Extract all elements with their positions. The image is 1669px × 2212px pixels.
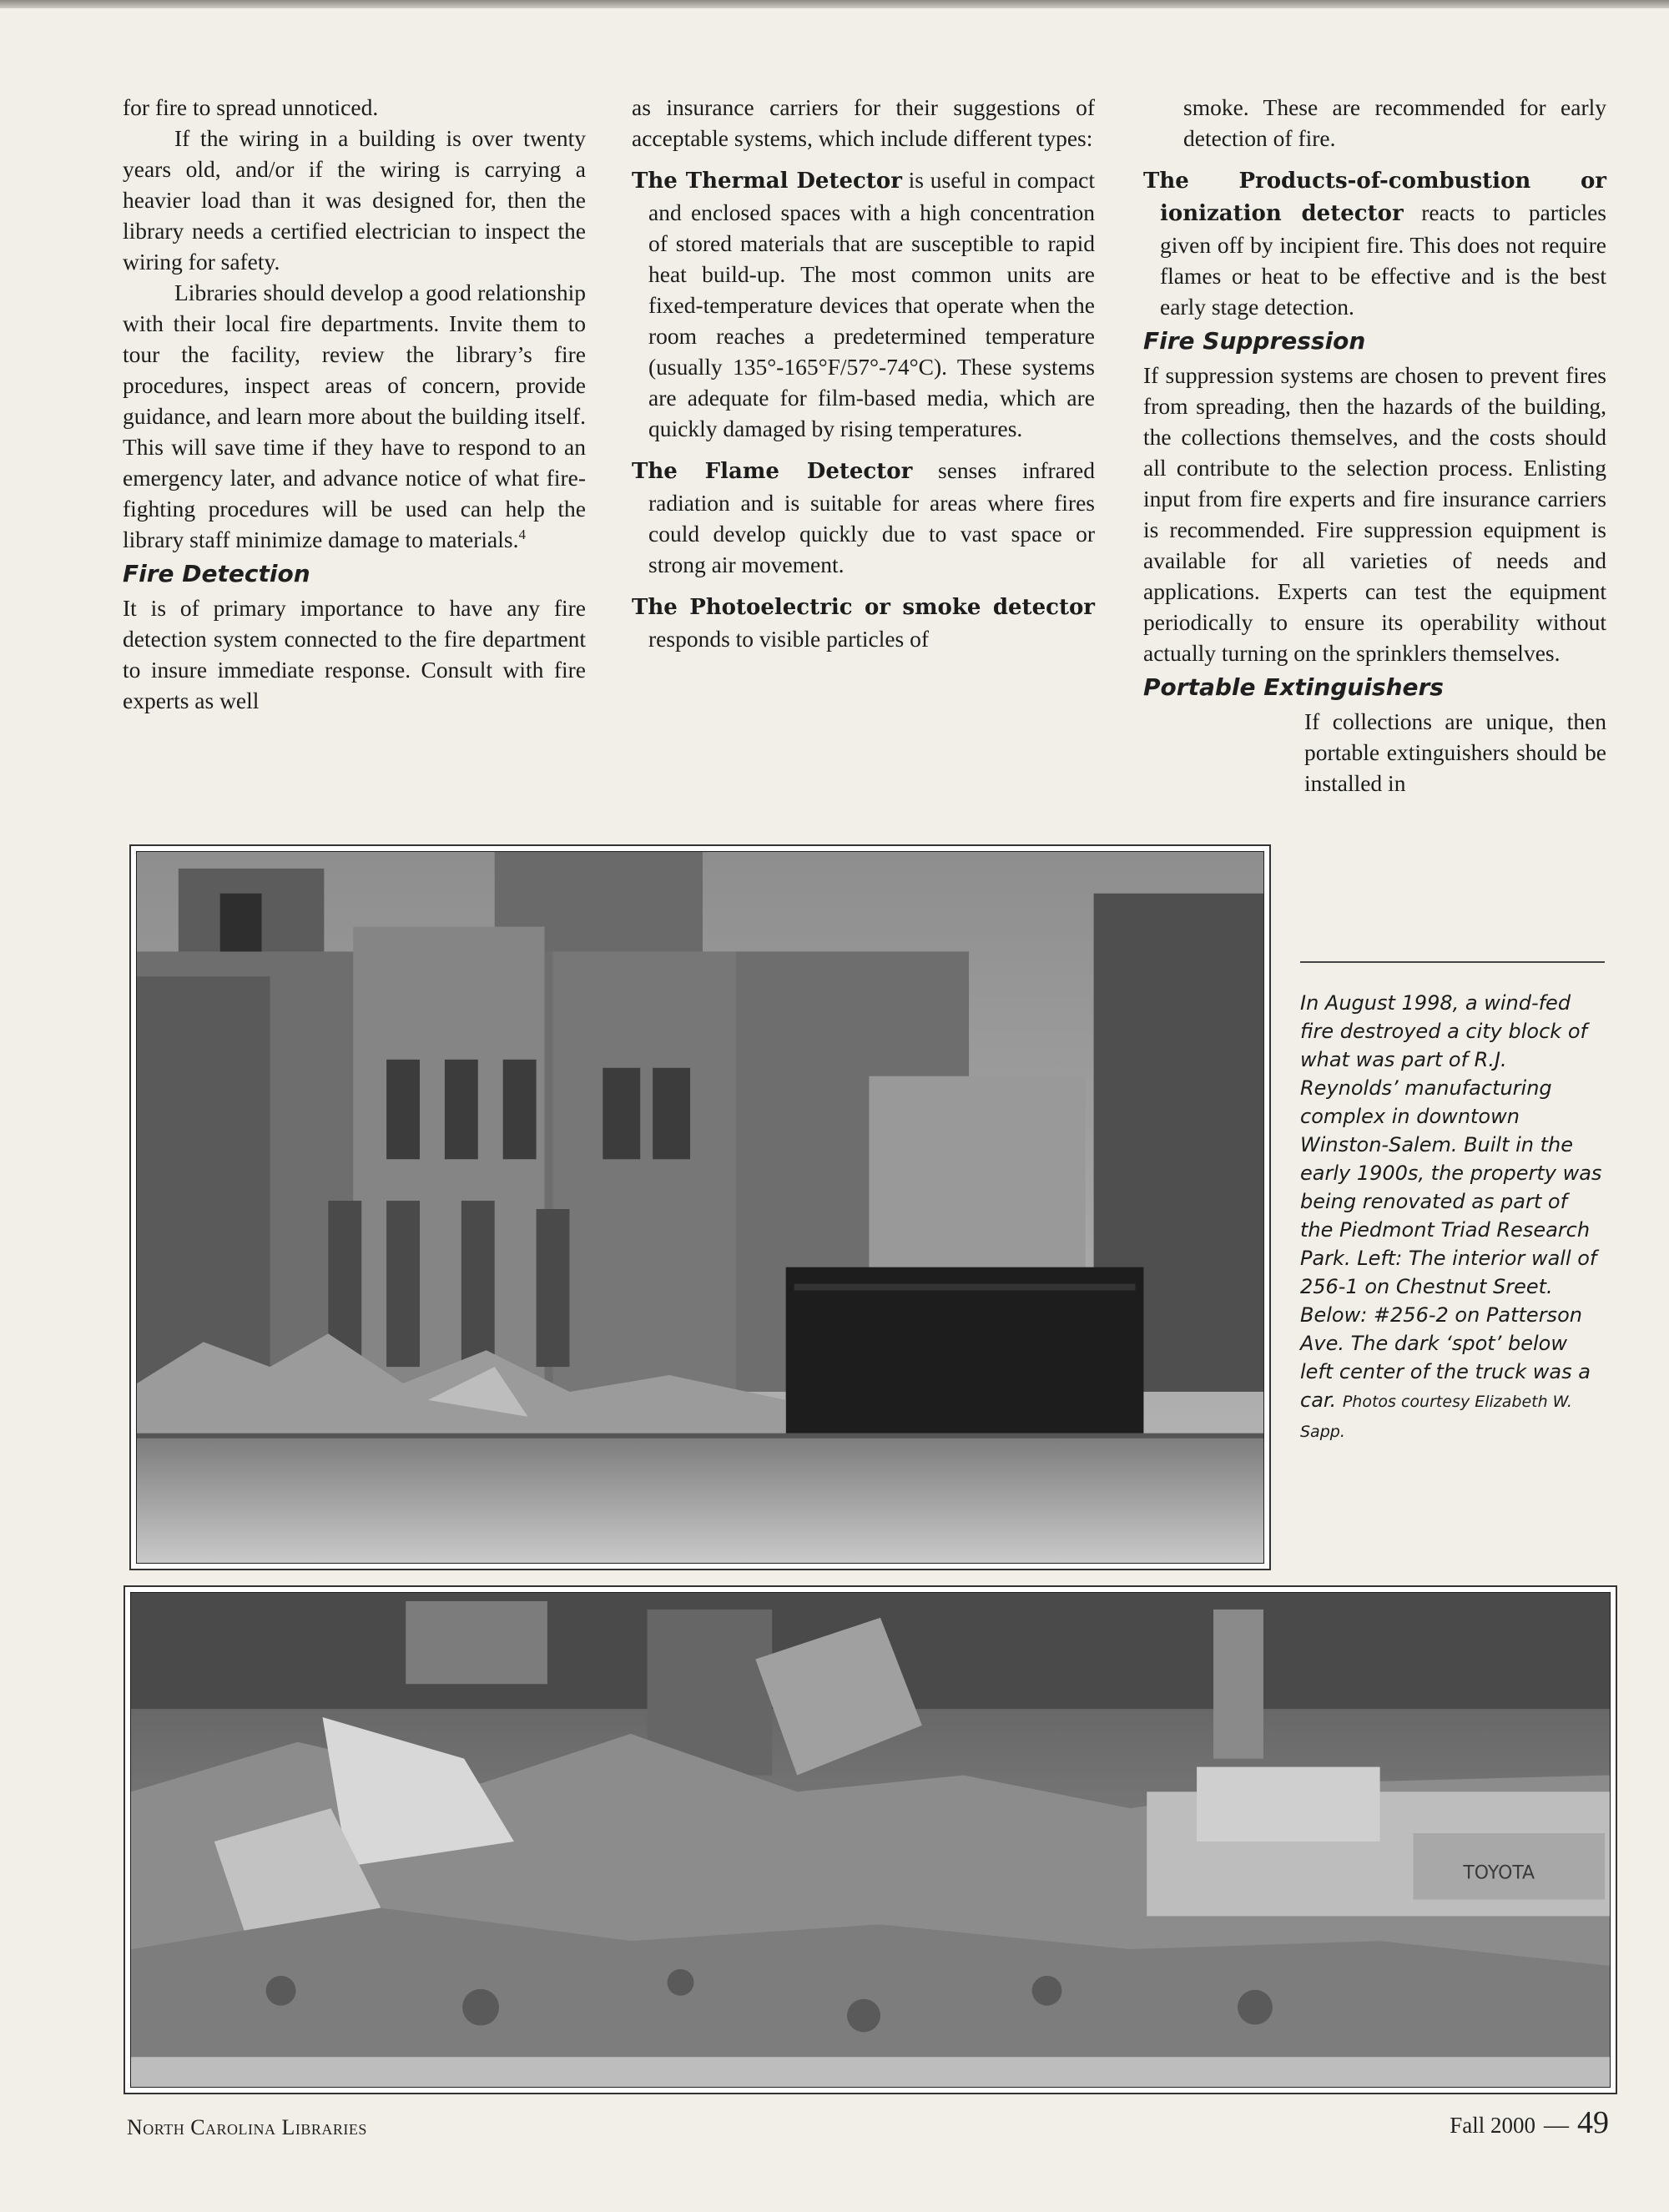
footer-dash: — (1544, 2111, 1569, 2139)
truck-brand-label: TOYOTA (1463, 1862, 1535, 1884)
term-flame-detector: The Flame Detector (632, 459, 913, 484)
term-products-of-combustion-detector: The Products-of-combustion or ionization detector (1143, 169, 1606, 226)
page-footer (1450, 2104, 1609, 2141)
paragraph: for fire to spread unnoticed. (123, 94, 379, 120)
paragraph: The Flame Detector senses infrared radiation and is suitable for areas where fires could develop quickly due to vast space or strong air movement. (632, 457, 1096, 577)
paragraph: The Products-of-combustion or ionization detector reacts to particles given off by incipient fire. This does not require flames or heat to be effective and is the best early stage detection. (1143, 169, 1606, 320)
photo-credit: Photos courtesy Elizabeth W. Sapp. (1300, 1393, 1572, 1441)
section-heading-fire-detection: Fire Detection (123, 560, 310, 587)
text-column-1 (123, 92, 586, 716)
term-photoelectric-detector: The Photoelectric or smoke detector (632, 595, 1095, 620)
text-column-3 (1143, 92, 1606, 799)
term-thermal-detector: The Thermal Detector (632, 169, 902, 194)
paragraph: The Photoelectric or smoke detector responds to visible particles of (632, 595, 1095, 652)
photo-caption: In August 1998, a wind-fed fire destroyed a city block of what was part of R.J. Reynolds’ manufacturing complex in downtown Winston-Salem. Built in the early 1900s, the property was being renovated as part of the Piedmont Triad Research Park. Left: The interior wall of 256-1 on Chestnut Sreet. Below: #256-2 on Patterson Ave. The dark ‘spot’ below left center of the truck was a car. Photos courtesy Elizabeth W. Sapp. (1300, 991, 1602, 1441)
detector-thermal (632, 164, 1095, 654)
page-number: 49 (1577, 2105, 1609, 2140)
paragraph: Libraries should develop a good relationship with their local fire departments. Invite them to tour the facility, review the library’s fire procedures, inspect areas of concern, provide guidance, and learn more about the building itself. This will save time if they have to respond to an emergency later, and advance notice of what fire-fighting procedures will be used can help the library staff minimize damage to materials.$^4$ (123, 280, 586, 552)
paragraph: If collections are unique, then portable extinguishers should be installed in (1304, 708, 1606, 796)
scan-top-edge (0, 0, 1669, 8)
photo-burned-building-wall (129, 844, 1271, 1570)
paragraph: It is of primary importance to have any fire detection system connected to the fire department to insure immediate response. Consult with fire experts as well (123, 595, 586, 713)
rubble-truck-image (130, 1592, 1611, 2088)
burned-building-image (136, 851, 1264, 1564)
paragraph: If the wiring in a building is over twenty years old, and/or if the wiring is carrying a heavier load than it was designed for, then the library needs a certified electrician to inspect the wiring for safety. (123, 125, 586, 275)
paragraph: as insurance carriers for their suggestions of acceptable systems, which include different types: (632, 94, 1095, 151)
issue-label: Fall 2000 (1450, 2113, 1535, 2138)
paragraph: If suppression systems are chosen to prevent fires from spreading, then the hazards of the building, the collections themselves, and the costs should all contribute to the selection process. Enlisting input from fire experts and fire insurance carriers is recommended. Fire suppression equipment is available for all varieties of needs and applications. Experts can test the equipment periodically to ensure its operability without actually turning on the sprinklers themselves. (1143, 362, 1606, 666)
section-heading-fire-suppression: Fire Suppression (1143, 327, 1366, 355)
section-heading-portable-extinguishers: Portable Extinguishers (1143, 673, 1444, 701)
caption-rule (1300, 961, 1605, 963)
paragraph: smoke. These are recommended for early detection of fire. (1183, 94, 1606, 151)
paragraph: The Thermal Detector is useful in compact and enclosed spaces with a high concentration of stored materials that are susceptible to rapid heat build-up. The most common units are fixed-temperature devices that operate when the room reaches a predetermined temperature (usually 135°-165°F/57°-74°C). These systems are adequate for film-based media, which are quickly damaged by rising temperatures. (632, 167, 1095, 441)
text-column-2 (632, 92, 1095, 654)
footnote-ref: 4 (518, 526, 526, 542)
publication-name: North Carolina Libraries (127, 2115, 367, 2139)
photo-rubble-and-truck (124, 1585, 1617, 2094)
